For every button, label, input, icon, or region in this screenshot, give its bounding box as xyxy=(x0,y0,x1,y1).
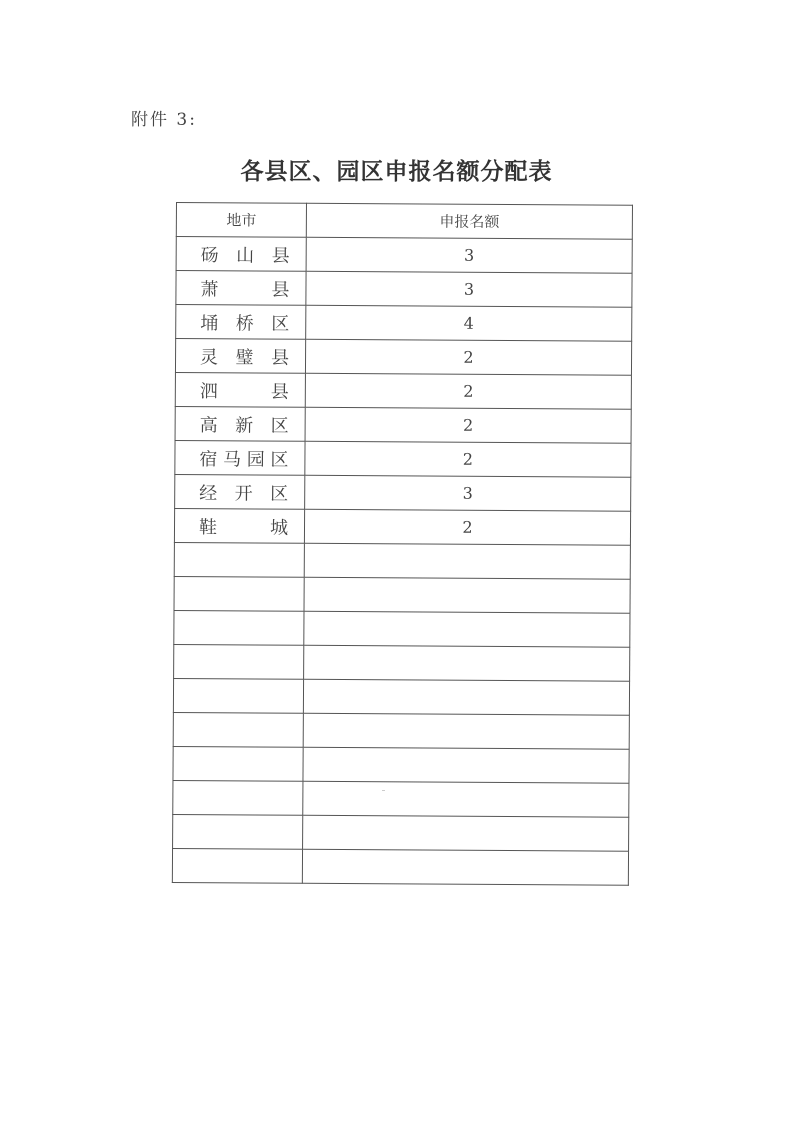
region-name xyxy=(197,832,286,833)
table-row xyxy=(176,271,632,308)
quota-cell xyxy=(304,543,630,579)
quota-cell: 3 xyxy=(305,475,631,511)
quota-cell xyxy=(303,815,629,851)
table-header-row xyxy=(176,203,632,240)
region-name-cell xyxy=(172,848,302,883)
table-body xyxy=(172,237,632,886)
document-title: 各县区、园区申报名额分配表 xyxy=(240,158,553,185)
quota-cell xyxy=(302,849,628,885)
region-name-cell xyxy=(174,542,304,577)
region-name xyxy=(198,730,287,731)
region-name: 萧 县 xyxy=(200,278,290,301)
table-row xyxy=(174,542,630,579)
region-name: 砀 山 县 xyxy=(200,244,290,267)
table-row xyxy=(175,339,631,376)
region-name-cell xyxy=(176,237,306,272)
quota-cell: 3 xyxy=(306,237,632,273)
quota-table xyxy=(172,202,633,886)
region-name: 泗 县 xyxy=(199,380,289,403)
quota-cell: 2 xyxy=(305,373,631,409)
region-name-cell xyxy=(174,610,304,645)
region-name-cell xyxy=(173,712,303,747)
quota-cell xyxy=(304,577,630,613)
quota-cell: 2 xyxy=(305,407,631,443)
region-name-cell xyxy=(175,372,305,407)
table-row xyxy=(175,474,631,511)
table-row xyxy=(175,406,631,443)
region-name-cell xyxy=(175,440,305,475)
quota-cell xyxy=(303,679,629,715)
region-name-cell xyxy=(173,780,303,815)
table-row xyxy=(173,746,629,783)
table-row xyxy=(174,508,630,545)
header-region: 地市 xyxy=(176,203,306,238)
quota-cell xyxy=(304,611,630,647)
table-row xyxy=(174,610,630,647)
region-name: 经 开 区 xyxy=(199,482,289,505)
table-row xyxy=(173,814,629,851)
region-name xyxy=(197,866,286,867)
region-name-cell xyxy=(174,644,304,679)
table-row xyxy=(173,712,629,749)
attachment-label: 附件 3: xyxy=(131,110,197,130)
table-row xyxy=(172,848,628,885)
region-name: 鞋 城 xyxy=(198,516,289,539)
table-row xyxy=(176,305,632,342)
region-name: 埇 桥 区 xyxy=(200,312,290,335)
region-name: 灵 璧 县 xyxy=(199,346,290,369)
region-name-cell xyxy=(174,508,304,543)
quota-table-wrapper xyxy=(172,202,632,886)
region-name xyxy=(198,628,287,629)
quota-cell: 2 xyxy=(304,509,630,545)
region-name xyxy=(198,696,287,697)
quota-cell xyxy=(304,645,630,681)
quota-cell xyxy=(303,781,629,817)
region-name-cell xyxy=(175,339,305,374)
table-row xyxy=(175,372,631,409)
quota-cell: 2 xyxy=(305,441,631,477)
table-row xyxy=(173,780,629,817)
region-name-cell xyxy=(173,678,303,713)
region-name xyxy=(199,594,288,595)
region-name: 高 新 区 xyxy=(199,414,289,437)
region-name-cell xyxy=(176,271,306,306)
region-name-cell xyxy=(175,406,305,441)
region-name xyxy=(198,662,287,663)
region-name-cell xyxy=(176,305,306,340)
table-row xyxy=(173,678,629,715)
region-name xyxy=(198,764,287,765)
table-row xyxy=(174,576,630,613)
quota-cell: 3 xyxy=(306,271,632,307)
table-row xyxy=(176,237,632,274)
quota-cell: 2 xyxy=(305,339,631,375)
quota-cell: 4 xyxy=(306,305,632,341)
region-name xyxy=(199,560,288,561)
quota-cell xyxy=(303,713,629,749)
quota-cell xyxy=(303,747,629,783)
table-row xyxy=(174,644,630,681)
region-name-cell xyxy=(174,576,304,611)
region-name: 宿 马 园 区 xyxy=(199,448,289,471)
region-name-cell xyxy=(175,474,305,509)
header-quota: 申报名额 xyxy=(306,203,632,239)
region-name xyxy=(197,798,286,799)
scan-speck xyxy=(382,790,385,791)
region-name-cell xyxy=(173,746,303,781)
table-row xyxy=(175,440,631,477)
region-name-cell xyxy=(173,814,303,849)
